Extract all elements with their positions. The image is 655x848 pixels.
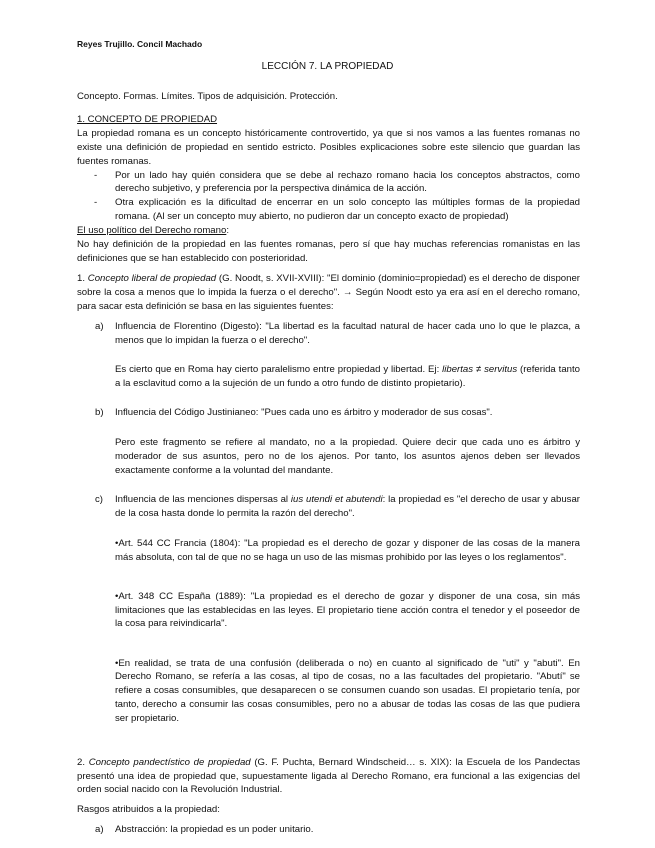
political-colon: : <box>226 225 229 237</box>
bullet-text: Otra explicación es la dificultad de encerrar en un solo concepto las múltiples formas de la propiedad romana. (Al ser un concepto muy abierto, no pudieron dar un concepto exacto de propiedad) <box>115 197 580 223</box>
list-item-c <box>77 493 580 521</box>
list-note: Pero este fragmento se refiere al mandato, no a la propiedad. Quiere decir que cada uno es árbitro y moderador de sus asuntos, pero no de los ajenos. Por tanto, los asuntos ajenos deben ser llevados exactamente conforme a la voluntad del mandante. <box>115 436 580 476</box>
section-heading: 1. CONCEPTO DE PROPIEDAD <box>77 113 218 125</box>
subheading-line <box>77 224 580 238</box>
article-note: •Art. 544 CC Francia (1804): "La propiedad es el derecho de gozar y disponer de las cosas de la manera más absoluta, con tal de que no se haga un uso de las mismas prohibido por las leyes o los reglamentos". <box>115 537 580 563</box>
document-body <box>77 90 580 837</box>
bullet-text: Por un lado hay quién considera que se debe al rechazo romano hacia los conceptos abstractos, como derecho subjetivo, y preferencia por la perspectiva dinámica de la acción. <box>115 169 580 195</box>
list-text: Influencia del Código Justinianeo: "Pues cada uno es árbitro y moderador de sus cosas". <box>115 407 493 419</box>
traits-heading: Rasgos atribuidos a la propiedad: <box>77 804 220 816</box>
list-marker: a) <box>95 824 104 836</box>
bullet-item <box>77 196 580 224</box>
list-marker: b) <box>95 407 104 419</box>
liberal-rest: (G. Noodt, s. XVII-XVIII): "El dominio (dominio=propiedad) es el derecho de disponer sobre la cosa a menos que lo impida la fuerza o el derecho". → Según Noodt esto ya era así en el derecho romano, para sacar esta definición se basa en las siguientes fuentes: <box>77 272 580 312</box>
liberal-term: Concepto liberal de propiedad <box>87 272 217 284</box>
bullet-marker: - <box>94 197 98 209</box>
list-marker: a) <box>95 320 104 332</box>
pandectistic-paragraph <box>77 756 580 798</box>
pandectistic-term: Concepto pandectístico de propiedad <box>88 756 251 768</box>
political-paragraph: No hay definición de la propiedad en las fuentes romanas, pero sí que hay muchas referencias romanistas en las definiciones que se han establecido con posterioridad. <box>77 239 580 264</box>
trait-item <box>77 823 580 837</box>
list-text: Abstracción: la propiedad es un poder unitario. <box>115 824 314 836</box>
list-marker: c) <box>95 494 103 506</box>
pandectistic-number: 2. <box>77 756 86 768</box>
bullet-marker: - <box>94 169 98 181</box>
page-title: LECCIÓN 7. LA PROPIEDAD <box>261 61 394 72</box>
list-item-b <box>77 406 580 420</box>
liberal-number: 1. <box>77 272 86 284</box>
list-note: Es cierto que en Roma hay cierto paralelismo entre propiedad y libertad. Ej: libertas ≠ servitus (referida tanto a la esclavitud como a la sujeción de un fundo a otro fundo de distinto propietario). <box>115 364 580 389</box>
pandectistic-rest: (G. F. Puchta, Bernard Windscheid… s. XIX): la Escuela de los Pandectas presentó una idea de propiedad que, supuestamente ligada al Derecho Romano, era funcional a las exigencias del orden social nacido con la Revolución Industrial. <box>77 756 580 796</box>
article-note: •En realidad, se trata de una confusión (deliberada o no) en cuanto al significado de "uti" y "abuti". En Derecho Romano, se refería a las cosas, al tipo de cosas, no a las facultades del propietario. "Abutí" se refiere a cosas consumibles, que desaparecen o se consumen cuando son usadas. El propietario tenía, por tanto, derecho a consumir las cosas consumibles, pero no a abusar de todas las cosas de las que pudiera ser propietario. <box>115 657 580 725</box>
article-note: •Art. 348 CC España (1889): "La propiedad es el derecho de gozar y disponer de una cosa, sin más limitaciones que las establecidas en las leyes. El propietario tiene acción contra el tenedor y el poseedor de la cosa para reivindicarla". <box>115 590 580 630</box>
liberal-paragraph <box>77 272 580 314</box>
section-paragraph: La propiedad romana es un concepto históricamente controvertido, ya que si nos vamos a las fuentes romanas no existe una definición de propiedad en sentido estricto. Posibles explicaciones sobre este silencio que guardan las fuentes romanas. <box>77 127 580 167</box>
intro-line: Concepto. Formas. Límites. Tipos de adquisición. Protección. <box>77 91 338 102</box>
political-heading: El uso político del Derecho romano <box>77 225 227 237</box>
bullet-item <box>77 169 580 197</box>
list-text: Influencia de Florentino (Digesto): "La libertad es la facultad natural de hacer cada uno lo que le plazca, a menos que lo impidan la fuerza o el derecho". <box>115 320 580 346</box>
list-item-a <box>77 320 580 348</box>
list-text: Influencia de las menciones dispersas al ius utendi et abutendi: la propiedad es "el derecho de usar y abusar de la cosa hasta donde lo permita la razón del derecho". <box>115 494 581 520</box>
author-header: Reyes Trujillo. Concil Machado <box>77 39 203 49</box>
